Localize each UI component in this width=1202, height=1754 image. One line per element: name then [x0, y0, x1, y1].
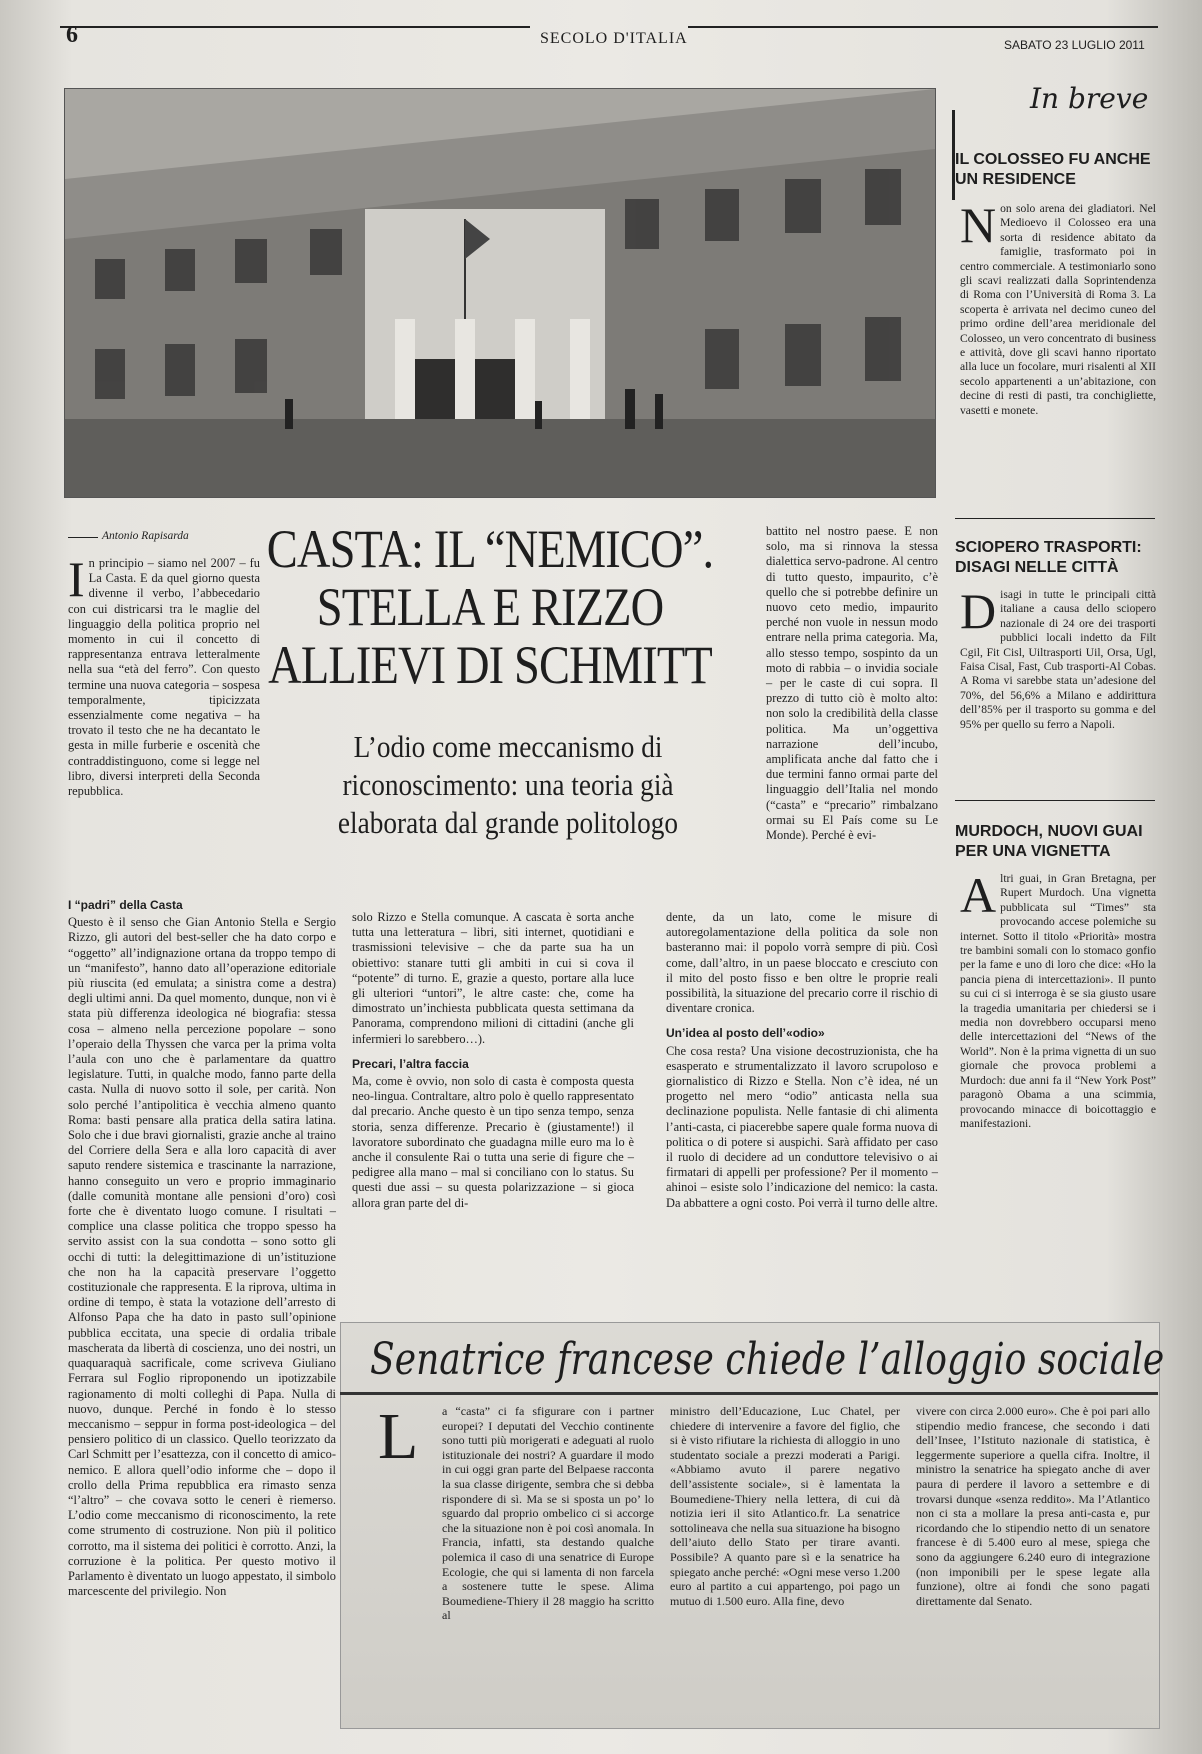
sidebar-item-2-dropcap: D — [960, 583, 997, 639]
col1-intro — [68, 551, 260, 799]
col2-body2-text: Ma, come è ovvio, non solo di casta è composta questa neo-lingua. Contraltare, altro polo è quello rappresentato dal precario. Anche questo è un tipo senza tempo, senza storia, senza differenze. Precario è (giustamente!) il lavoratore subordinato che guadagna mille euro ma lo è anche il consulente Rai o tutta una serie di figure che – pedigree alla mano – mal si conciliano con lo status. Su questi due assi – su questa polarizzazione – si gioca allora gran parte del di- — [352, 1074, 634, 1210]
page-number: 6 — [66, 22, 78, 48]
article-subtitle: L’odio come meccanismo di riconoscimento: una teoria già elaborata dal grande politologo — [337, 729, 679, 840]
sidebar-item-2-title: SCIOPERO TRASPORTI: DISAGI NELLE CITTÀ — [955, 539, 1142, 576]
article-title: CASTA: IL “NEMICO”. STELLA E RIZZO ALLIEVI DI SCHMITT — [266, 519, 714, 695]
subhead-precari: Precari, l’altra faccia — [352, 1056, 469, 1071]
sidebar-item-2-text: isagi in tutte le principali città italiane a causa dello sciopero nazionale di 24 ore dei trasporti pubblici locali indetto da Filt Cgil, Fit Cisl, Uiltrasporti Uil, Orsa, Ugl, Faisa Cisal, Fast, Cub trasporti-Al Cobas. A Roma vi sarebbe stata un’adesione del 70%, del 56,6% a Milano e addirittura dell’85% per il trasporto su gomma e del 95% per quello su ferro a Napoli. — [960, 588, 1156, 731]
sidebar-item-2-body — [960, 583, 1156, 732]
col1-dropcap: I — [68, 551, 85, 607]
col1-intro-text: n principio – siamo nel 2007 – fu La Casta. E da quel giorno questa divenne il verbo, l’abbecedario con cui districarsi tra le maglie del linguaggio della politica proprio nel momento in cui il concetto di rappresentanza entrava letteralmente nella sua “età del ferro”. Con questo termine una nuova categoria – sospesa temporalmente, tipicizzata essenzialmente come negativa – ha trovato il testo che ne ha decantato le gesta in mille furberie e oscenità che contraddistinguono, come si legge nel libro, diversi interpreti della Seconda repubblica. — [68, 556, 260, 799]
byline: Antonio Rapisarda — [102, 530, 189, 542]
box-col2 — [670, 1404, 900, 1608]
masthead: SECOLO D'ITALIA — [540, 30, 688, 47]
sidebar-item-3-title: MURDOCH, NUOVI GUAI PER UNA VIGNETTA — [955, 823, 1143, 860]
parliament-photo — [64, 88, 936, 498]
col3-body — [766, 524, 938, 843]
sidebar-item-3-text: ltri guai, in Gran Bretagna, per Rupert Murdoch. Una vignetta pubblicata sul “Times” sta provocando accese polemiche su internet. Sotto il titolo «Priorità» mostra tre bambini somali con lo stomaco gonfio per la fame e uno di loro che dice: «Ho la pancia piena di intercettazioni». Il punto su cui ci si interroga è se sia giusto usare la tragedia umanitaria per chiedersi se i media non dovrebbero occuparsi meno delle intercettazioni del “News of the World”. Non è la prima vignetta di un suo giornale che provoca problemi a Murdoch: due anni fa il “New York Post” paragonò Obama a una scimmia, provocando minacce di boicottaggio e manifestazioni. — [960, 872, 1156, 1130]
col3-wide — [666, 910, 938, 1211]
subhead-idea: Un’idea al posto dell’«odio» — [666, 1026, 825, 1041]
box-col3 — [916, 1404, 1150, 1608]
col1-body — [68, 892, 336, 1599]
col2-body — [352, 910, 634, 1211]
sidebar-divider-1 — [955, 518, 1155, 519]
in-breve-label: In breve — [1030, 82, 1149, 115]
col3-wide-text: dente, da un lato, come le misure di autoregolamentazione della politica da sole non basteranno mai: il popolo vorrà sempre di più. Così come, dall’altro, in un paese bloccato e cresciuto con il mito del posto fisso e ben oltre le proprie reali possibilità, la situazione del precario corre il rischio di diventare cronica. — [666, 910, 938, 1016]
dateline: SABATO 23 LUGLIO 2011 — [1004, 38, 1145, 52]
sidebar-divider-2 — [955, 800, 1155, 801]
subhead-padri: I “padri” della Casta — [68, 898, 183, 912]
sidebar-item-3-body — [960, 867, 1156, 1131]
building-illustration — [65, 89, 935, 497]
sidebar-item-1-text: on solo arena dei gladiatori. Nel Medioevo il Colosseo era una sorta di residence abitato da famiglie, trasformato poi in centro commerciale. A testimoniarlo sono gli scavi realizzati dalla Soprintendenza di Roma con l’Università di Roma 3. La scoperta è arrivata nel decimo cuneo del primo ordine dell’area meridionale del Colosseo, un vero concentrato di business e attività, dove gli scavi hanno riportato alla luce un focolare, muri risalenti al XII secolo appartenenti a un’abitazione, con decine di resti di pasti, tra conchigliette, vasetti e monete. — [960, 202, 1156, 417]
boxed-article-title: Senatrice francese chiede l’alloggio sociale — [370, 1334, 1165, 1385]
sidebar-item-1-title: IL COLOSSEO FU ANCHE UN RESIDENCE — [955, 151, 1151, 188]
col3-body-text: battito nel nostro paese. E non solo, ma si rinnova la stessa dialettica servo-padrone. Al centro di tutto questo, impaurito, c’è quello che si potrebbe definire un nuovo ceto medio, impaurito perché non vuole in nessun modo entrare nella prima categoria. Ma, allo stesso tempo, sospinto da un moto di rabbia – o invidia sociale – per le caste di cui sopra. Il prezzo di tutto ciò è molto alto: non solo la credibilità della classe politica. Ma un’oggettiva narrazione dell’incubo, amplificata anche dal fatto che i due termini fanno ormai parte del linguaggio dell’Italia nel mondo (“casta” e “precario” rimbalzano ormai su El País come su Le Monde). Perché è evi- — [766, 524, 938, 843]
box-col1 — [442, 1404, 654, 1623]
box-col3-text: vivere con circa 2.000 euro». Che è poi pari allo stipendio medio francese, che secondo i dati dell’Insee, l’Istituto nazionale di statistica, è leggermente superiore a quella cifra. Inoltre, il ministro la senatrice ha spiegato anche di aver paura di perdere il lavoro a settembre e di trovarsi dunque «senza reddito». Ma l’Atlantico non ci sta a mollare la presa anti-casta e, pur ricordando che lo stipendio netto di un senatore francese è di 5.400 euro al mese, spiega che sono da aggiungere 6.240 euro di integrazione (non imponibili per le spese legate alla funzione), oltre ai fondi che sono pagati direttamente dal Senato. — [916, 1404, 1150, 1608]
col3-wide2-text: Che cosa resta? Una visione decostruzionista, che ha esasperato e strumentalizzato il lavoro scrupoloso e giornalistico di Rizzo e Stella. Non c’è idea, né un progetto nel mero “odio” anticasta nella sua declinazione populista. Nelle fantasie di chi alimenta l’anti-casta, ci piacerebbe sapere quale forma nuova di politica o di potere si auspichi. Sarà affidato per caso il ruolo di decidere ad un conduttore televisivo o ai firmatari di appelli per professione? Per il momento – ahinoi – esiste solo l’indicazione del nemico: la casta. Da abbattere a ogni costo. Poi verrà il turno delle altre. — [666, 1043, 938, 1210]
header-rule-right — [688, 26, 1158, 28]
sidebar-item-1-dropcap: N — [960, 197, 997, 253]
col2-body-text: solo Rizzo e Stella comunque. A cascata è sorta anche tutta una letteratura – libri, siti internet, quotidiani e trasmissioni televisive – che da parte sua ha un obiettivo: stanare tutti gli ambiti in cui si cova il “potente” di turno. E, grazie a questo, portare alla luce gli ulteriori “untori”, le altre caste: che, come ha dimostrato un’inchiesta pubblicata questa settimana da Panorama, comprendono milioni di cittadini (anche gli infermieri lo sarebbero…). — [352, 910, 634, 1046]
col1-body-text: Questo è il senso che Gian Antonio Stella e Sergio Rizzo, gli autori del best-seller che ha dato corpo e “oggetto” all’indignazione ortana da troppo tempo di un “manifesto”, hanno dato all’operazione editoriale più riuscita (ed emulata; a sinistra come a destra) degli ultimi anni. Da quel momento, dunque, non vi è stata più differenza ideologica né biografia: stessa cosa – almeno nella percezione popolare – sono l’operaio della Thyssen che varca per la prima volta l’aula con uno che è parlamentare da quattro legislature. Tutti, in qualche modo, fanno parte della casta. Nulla di nuovo sotto il sole, per carità. Non solo perché l’antipolitica è vecchia almeno quanto Roma: basti pensare alla pratica della satira latina. Solo che i due bravi giornalisti, grazie anche al traino del Corriere della Sera e alla loro capacità di aver saputo rendere sistemica e trascinante la narrazione, hanno conseguito un vero e proprio immaginario (dalle comunità montane alle pensioni d’oro) così forte che è diventato luogo comune. I risultati – complice una classe politica che troppo spesso ha servito assist con la sua condotta – sono sotto gli occhi di tutti: la delegittimazione di un’istituzione che non ha la capacità preservare l’oggetto costituzionale che rappresenta. E la riprova, ultima in ordine di tempo, è stata la votazione dell’arresto di Alfonso Papa che ha dato in pasto sull’opinione pubblica eccitata, una specie di ordalia tribale mascherata da libertà di coscienza, uno dei nostri, un quaquaraquà sacrificale, come scriveva Giuliano Ferrara sul Foglio riproponendo un ipotizzabile ragionamento di molti colleghi di Papa. Nulla di nuovo, dunque. Perché in fondo è lo stesso meccanismo – seppur in forma post-ideologica – del pensiero politico di un classico. Quello teorizzato da Carl Schmitt per l’esattezza, con il concetto di amico-nemico. E allora quell’odio informe che – dopo il crollo della Prima repubblica era rimasto senza “l’altro” – che covava sotto le ceneri è riemerso. L’odio come meccanismo di riconoscimento, la rete come strumento di costruzione. Non più il politico corrotto, ma il sistema dei politici è corrotto. Anzi, la corruzione è la politica. Per questo motivo il Parlamento è diventato un luogo appestato, il simbolo marcescente del privilegio. Non — [68, 915, 336, 1599]
sidebar-item-1-body — [960, 197, 1156, 418]
box-dropcap: L — [378, 1400, 419, 1473]
sidebar-item-3-dropcap: A — [960, 867, 997, 923]
box-col1-text: a “casta” ci fa sfigurare con i partner europei? I deputati del Vecchio continente sono tutti più morigerati e adeguati al ruolo istituzionale dei nostri? A guardare il modo in cui oggi gran parte del Belpaese racconta la sua classe dirigente, sembra che si debba rispondere di sì. Ma se si sposta un po’ lo sguardo dal proprio ombelico ci si accorge che la situazione non è poi così anomala. In Francia, infatti, sta destando qualche polemica il caso di una senatrice di Europe Ecologie, che qui si lamenta di non farcela a sostenere tutte le spese. Alima Boumediene-Thiery il 28 maggio ha scritto al — [442, 1404, 654, 1623]
box-col2-text: ministro dell’Educazione, Luc Chatel, per chiedere di intervenire a favore del figlio, che si è visto rifiutare la richiesta di alloggio in uno studentato sociale a prezzi moderati a Parigi. «Abbiamo avuto il parere negativo dell’assistente sociale», si è lamentata la Boumediene-Thiery nella lettera, di cui dà notizia ieri il sito Atlantico.fr. La senatrice sottolineava che nella sua situazione ha bisogno dell’aiuto dello Stato per tirare avanti. Possibile? A quanto pare sì e la senatrice ha spiegato anche perché: «Ogni mese verso 1.200 euro al partito a cui appartengo, poi pago un mutuo di 1.500 euro. Alla fine, devo — [670, 1404, 900, 1608]
byline-rule — [68, 537, 98, 538]
header-rule-left — [60, 26, 530, 28]
boxed-article-rule — [340, 1392, 1158, 1395]
